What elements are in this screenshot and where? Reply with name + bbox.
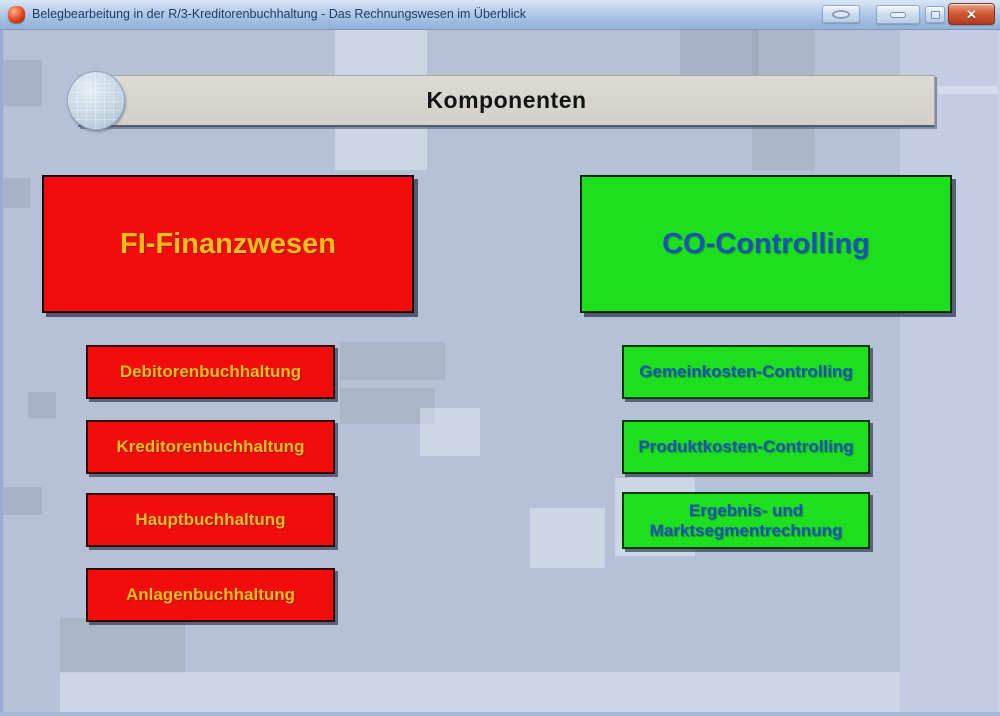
background-tile [340,342,445,380]
background-tile [530,508,605,568]
page-title-bar [78,75,935,127]
co-section-box[interactable] [580,175,952,313]
window-title: Belegbearbeitung in der R/3-Kreditorenbuchhaltung - Das Rechnungswesen im Überblick [32,7,527,21]
window-extra-button[interactable] [822,5,860,23]
button-produktkosten-controlling[interactable]: Produktkosten-Controlling [622,420,870,474]
window-border-left [0,30,3,716]
button-hauptbuchhaltung[interactable]: Hauptbuchhaltung [86,493,335,547]
minimize-icon [890,12,906,18]
button-gemeinkosten-controlling[interactable]: Gemeinkosten-Controlling [622,345,870,399]
button-kreditorenbuchhaltung[interactable]: Kreditorenbuchhaltung [86,420,335,474]
background-tile [28,392,56,418]
background-tile [0,178,30,208]
page-title: Komponenten [426,87,587,113]
title-bar [0,0,1000,30]
button-ergebnis-marktsegmentrechnung[interactable]: Ergebnis- und Marktsegmentrechnung [622,492,870,549]
button-anlagenbuchhaltung[interactable]: Anlagenbuchhaltung [86,568,335,622]
app-icon [8,6,25,23]
sphere-decoration-icon [67,71,125,130]
fi-section-title: FI-Finanzwesen [120,227,336,260]
close-button[interactable] [948,3,995,25]
background-tile [0,60,42,106]
minimize-button[interactable] [876,5,920,24]
button-debitorenbuchhaltung[interactable]: Debitorenbuchhaltung [86,345,335,399]
restore-icon [931,11,940,19]
window-border-bottom [0,712,1000,716]
fi-section-box[interactable] [42,175,414,313]
background-tile [420,408,480,456]
close-icon: ✕ [966,6,977,22]
oval-icon [832,10,850,19]
background-tile [60,672,900,714]
background-tile [938,86,1000,94]
background-tile [0,487,42,515]
background-tile [60,618,185,674]
restore-button[interactable] [925,6,945,23]
co-section-title: CO-Controlling [662,227,870,260]
background-tile [900,30,1000,712]
